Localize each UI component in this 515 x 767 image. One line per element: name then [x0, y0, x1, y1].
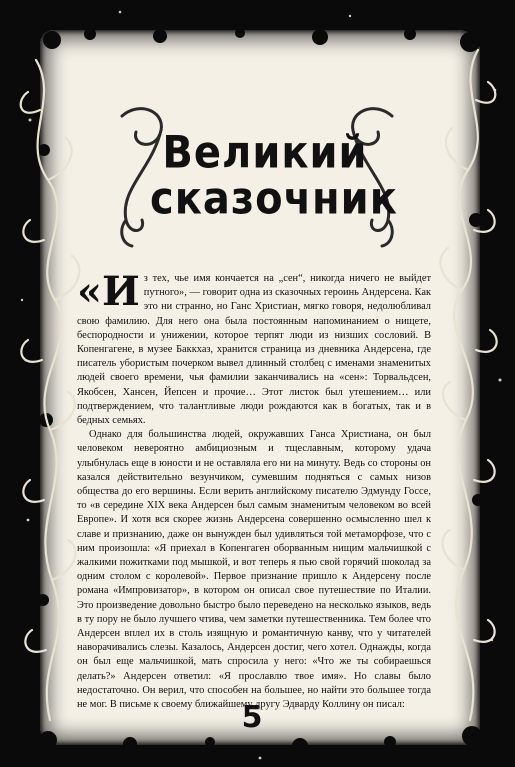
- chapter-title: [150, 127, 398, 225]
- paragraph-1-text: з тех, чье имя кончается на „сен“, никогда ничего не выйдет путного», — говорит одна из сказочных героинь Андерсена. Как это ни странно, но Ганс Христиан, мягко говоря, недолюбливал свою фамилию. Для него она была постоянным напоминанием о нищете, беспородности и унижении, которое терпят люди из низших сословий. В Копенгагене, в музее Баккхаз, хранится страница из дневника Андерсена, где писатель убористым почерком вывел длинный столбец с именами знаменитых людей своего времени, чья фамилии заканчивались на «сен»: Торвальдсен, Якобсен, Хансен, Йепсен и прочие… Этот листок был утешением… или подтверждением, что талантливые люди рождаются как в богатых, так и в бедных семьях.: [77, 273, 431, 427]
- body-text: [77, 268, 431, 712]
- page-number: 5: [241, 700, 263, 735]
- title-line-1: Великий: [162, 127, 368, 179]
- paragraph-2: Однако для большинства людей, окружавших Ганса Христиана, он был человеком невероятно амбициозным и тщеславным, которому удача улыбнулась еще в юности и не оставляла его ни на минуту. Ведь со стороны он казался действительно везунчиком, сумевшим подняться с самых низов общества до его вершины. Если верить английскому писателю Эдмунду Госсе, то «в середине XIX века Андерсен был самым знаменитым человеком во всей Европе». И хотя вся скорее жизнь Андерсена совершенно осмысленно шел к славе и признанию, даже он вынужден был удивляться той метаморфозе, что с ним произошла: «Я приехал в Копенгаген оборванным нищим мальчишкой с жалкими пожитками под мышкой, и вот теперь я пью свой горячий шоколад за одним столом с королевой». Первое признание пришло к Андерсену после романа «Импровизатор», в котором он описал свое путешествие по Италии. Это произведение довольно быстро было переведено на несколько языков, ведь в ту пору не было лучшего чтива, чем заметки путешественника. Тем более что Андерсен вплел их в столь изящную и романтичную канву, что у читателей наворачивались слезы. Казалось, Андерсен достиг, чего хотел. Однажды, когда он был еще мальчишкой, мать спросила у него: «Что же ты собираешься делать?» Андерсен ответил: «Я прославлю твое имя». Но славы было недостаточно. Он верил, что способен на большее, но найти это большее тогда не мог. В письме к своему ближайшему другу Эдварду Коллину он писал:: [77, 429, 431, 711]
- paragraph-1: [77, 268, 431, 428]
- drop-cap: «И: [77, 268, 140, 315]
- title-line-2: сказочник: [150, 173, 398, 225]
